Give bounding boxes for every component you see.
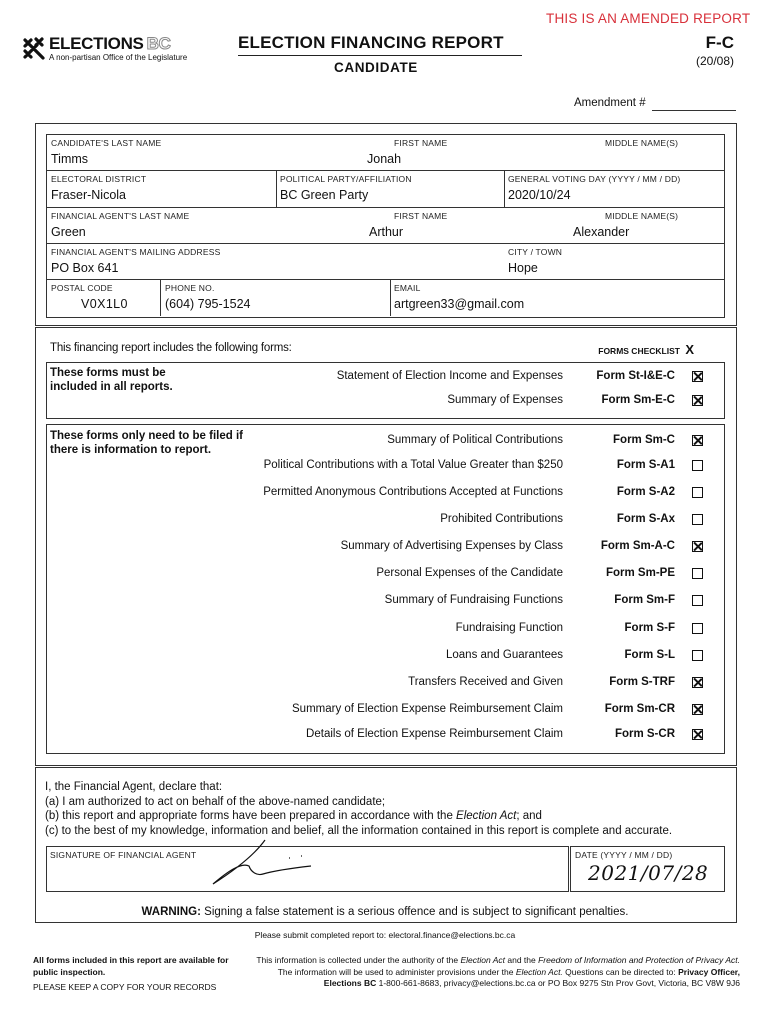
footer-keep-copy: PLEASE KEEP A COPY FOR YOUR RECORDS <box>33 982 217 992</box>
logo-tagline: A non-partisan Office of the Legislature <box>49 53 188 62</box>
footer-privacy-line2: The information will be used to administer provisions under the Election Act. Questions can be directed to: Privacy Officer, <box>277 966 740 977</box>
form-checkbox[interactable] <box>692 595 703 606</box>
declaration-text <box>45 780 725 838</box>
email-value[interactable]: artgreen33@gmail.com <box>394 297 525 311</box>
form-description: Details of Election Expense Reimbursement Claim <box>306 728 563 740</box>
checklist-header <box>598 342 694 357</box>
footer-privacy <box>230 955 740 990</box>
form-checkbox[interactable] <box>692 568 703 579</box>
form-code: Form S-CR <box>614 728 675 740</box>
agent-address-label: FINANCIAL AGENT'S MAILING ADDRESS <box>51 247 221 257</box>
checklist-header-mark: X <box>685 342 694 357</box>
checklist-header-label: FORMS CHECKLIST <box>598 346 680 356</box>
agent-middle-name-label: MIDDLE NAME(S) <box>605 211 679 221</box>
agent-first-name[interactable]: Arthur <box>369 225 404 239</box>
report-title: ELECTION FINANCING REPORT <box>238 33 504 52</box>
footer-privacy-line3: Elections BC 1-800-661-8683, privacy@elections.bc.ca or PO Box 9275 Stn Prov Govt, Victoria, BC V8W 9J6 <box>323 978 740 988</box>
party-label: POLITICAL PARTY/AFFILIATION <box>280 174 412 184</box>
form-description: Personal Expenses of the Candidate <box>376 567 563 579</box>
form-code: Form Sm-CR <box>604 703 675 715</box>
declaration-intro: I, the Financial Agent, declare that: <box>45 781 223 793</box>
form-description: Summary of Expenses <box>447 394 563 406</box>
form-version: (20/08) <box>695 54 734 68</box>
footer-left <box>33 955 233 994</box>
form-description: Transfers Received and Given <box>408 676 563 688</box>
agent-last-name[interactable]: Green <box>51 225 86 239</box>
report-subtitle: CANDIDATE <box>334 60 418 75</box>
form-description: Loans and Guarantees <box>445 649 563 661</box>
logo-suffix: BC <box>146 34 171 53</box>
phone-value[interactable]: (604) 795-1524 <box>165 297 251 311</box>
amendment-label: Amendment # <box>574 97 646 109</box>
form-code: Form Sm-F <box>614 594 675 606</box>
form-checkbox[interactable] <box>692 371 703 382</box>
amendment-field[interactable] <box>652 110 736 111</box>
candidate-first-name-label: FIRST NAME <box>394 138 448 148</box>
form-checkbox[interactable] <box>692 487 703 498</box>
form-description: Summary of Advertising Expenses by Class <box>340 540 563 552</box>
phone-label: PHONE NO. <box>165 283 215 293</box>
form-checkbox[interactable] <box>692 514 703 525</box>
candidate-first-name[interactable]: Jonah <box>367 152 402 166</box>
form-code: Form S-A1 <box>616 459 675 471</box>
postal-code-label: POSTAL CODE <box>51 283 113 293</box>
optional-forms-note: These forms only need to be filed if there is information to report. <box>50 430 243 456</box>
logo-word: ELECTIONS <box>49 34 144 53</box>
form-checkbox[interactable] <box>692 435 703 446</box>
signature-label: SIGNATURE OF FINANCIAL AGENT <box>50 850 197 860</box>
form-code: Form S-TRF <box>609 676 675 688</box>
elections-bc-logo <box>22 34 192 68</box>
signature-scribble <box>205 836 335 886</box>
form-code: Form Sm-PE <box>605 567 675 579</box>
agent-city-label: CITY / TOWN <box>508 247 563 257</box>
candidate-last-name-label: CANDIDATE'S LAST NAME <box>51 138 162 148</box>
declaration-c: (c) to the best of my knowledge, information and belief, all the information contained in this report is complete and accurate. <box>45 824 673 837</box>
postal-code[interactable]: V0X1L0 <box>81 297 128 311</box>
checklist-intro: This financing report includes the following forms: <box>50 342 292 354</box>
form-checkbox[interactable] <box>692 729 703 740</box>
date-label: DATE (YYYY / MM / DD) <box>575 850 673 860</box>
candidate-middle-name-label: MIDDLE NAME(S) <box>605 138 679 148</box>
footer-public-note: All forms included in this report are available for public inspection. <box>33 955 229 977</box>
form-checkbox[interactable] <box>692 623 703 634</box>
form-code: Form Sm-C <box>613 434 675 446</box>
voting-day-label: GENERAL VOTING DAY (YYYY / MM / DD) <box>508 174 681 184</box>
form-code: Form S-Ax <box>616 513 675 525</box>
form-code: Form Sm-A-C <box>600 540 675 552</box>
form-code: Form S-L <box>624 649 675 661</box>
voting-day[interactable]: 2020/10/24 <box>508 188 571 202</box>
warning-lead: WARNING: <box>141 906 201 918</box>
form-code: Form St-I&E-C <box>596 370 675 382</box>
warning-text: Signing a false statement is a serious offence and is subject to significant penalties. <box>204 906 629 918</box>
electoral-district-label: ELECTORAL DISTRICT <box>51 174 147 184</box>
form-description: Summary of Election Expense Reimbursement Claim <box>292 703 563 715</box>
form-id: F-C <box>705 33 734 52</box>
form-code: Form S-F <box>624 622 675 634</box>
form-description: Political Contributions with a Total Value Greater than $250 <box>263 459 563 471</box>
form-description: Statement of Election Income and Expenses <box>336 370 563 382</box>
declaration-a: (a) I am authorized to act on behalf of the above-named candidate; <box>45 795 386 808</box>
form-code: Form S-A2 <box>616 486 675 498</box>
agent-city[interactable]: Hope <box>508 261 538 275</box>
declaration-b: (b) this report and appropriate forms have been prepared in accordance with the Election Act; and <box>45 810 542 822</box>
form-code: Form Sm-E-C <box>601 394 675 406</box>
party-value[interactable]: BC Green Party <box>280 188 369 202</box>
electoral-district[interactable]: Fraser-Nicola <box>51 188 127 202</box>
agent-middle-name[interactable]: Alexander <box>573 225 630 239</box>
form-checkbox[interactable] <box>692 541 703 552</box>
logo-mark-icon <box>22 36 48 62</box>
required-forms-note: These forms must be included in all reports. <box>50 367 173 393</box>
form-description: Prohibited Contributions <box>440 513 563 525</box>
submit-note: Please submit completed report to: electoral.finance@elections.bc.ca <box>254 930 516 940</box>
form-description: Summary of Political Contributions <box>387 434 563 446</box>
form-checkbox[interactable] <box>692 677 703 688</box>
form-description: Summary of Fundraising Functions <box>384 594 563 606</box>
warning-line <box>0 906 770 918</box>
agent-address[interactable]: PO Box 641 <box>51 261 119 275</box>
candidate-last-name[interactable]: Timms <box>51 152 89 166</box>
footer-privacy-line1: This information is collected under the authority of the Election Act and the Freedom of Information and Protection of Privacy Act. <box>256 955 740 965</box>
amended-banner: THIS IS AN AMENDED REPORT <box>546 11 751 26</box>
form-checkbox[interactable] <box>692 650 703 661</box>
form-checkbox[interactable] <box>692 395 703 406</box>
form-description: Permitted Anonymous Contributions Accepted at Functions <box>263 486 563 498</box>
form-checkbox[interactable] <box>692 704 703 715</box>
email-label: EMAIL <box>394 283 421 293</box>
agent-last-name-label: FINANCIAL AGENT'S LAST NAME <box>51 211 190 221</box>
date-value[interactable]: 2021/07/28 <box>588 861 709 885</box>
agent-first-name-label: FIRST NAME <box>394 211 448 221</box>
form-description: Fundraising Function <box>455 622 563 634</box>
form-checkbox[interactable] <box>692 460 703 471</box>
